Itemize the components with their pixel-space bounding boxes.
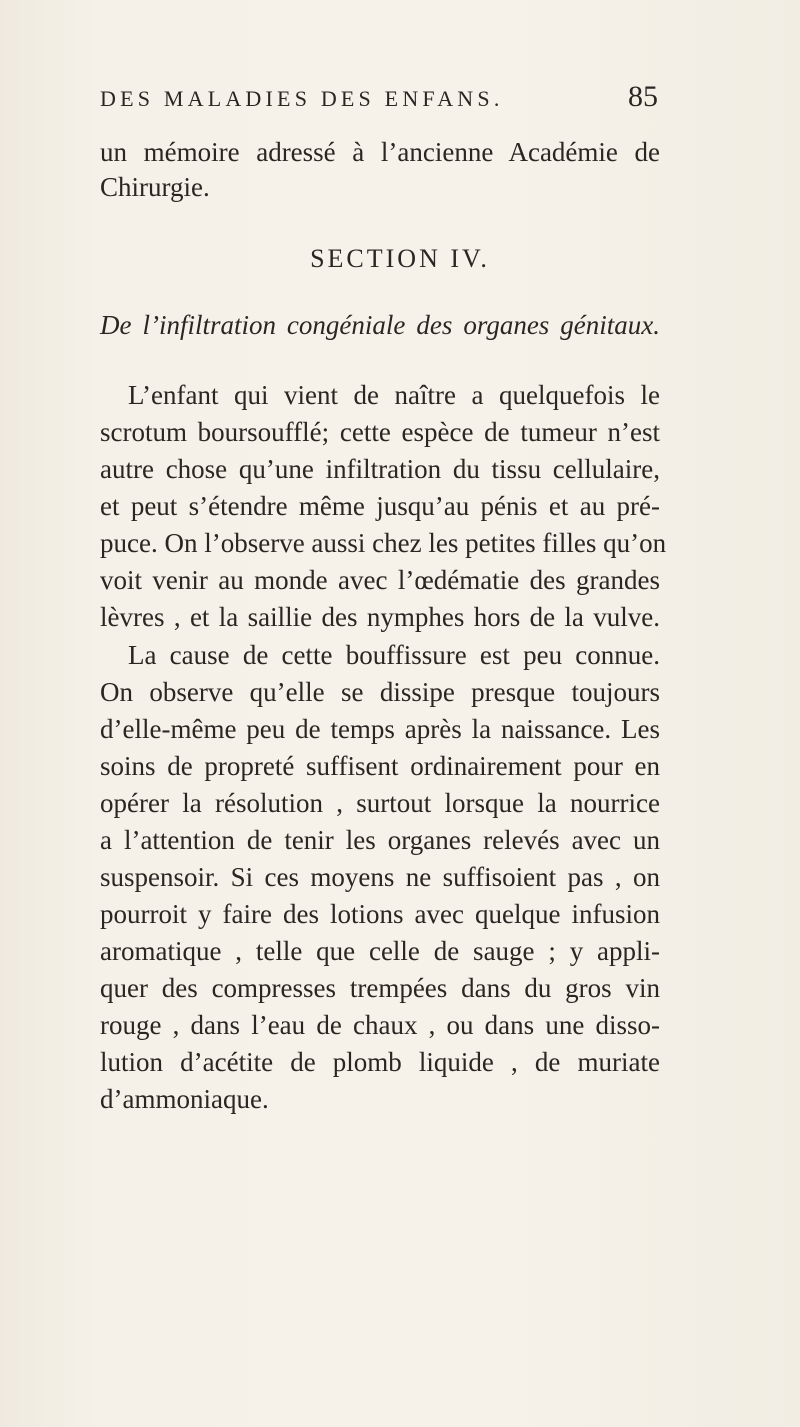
paragraph-line: aromatique , telle que celle de sauge ; y appli- [100, 936, 660, 966]
paragraph-line: pourroit y faire des lotions avec quelque infusion [100, 899, 660, 929]
page-number: 85 [628, 80, 658, 113]
paragraph-line: scrotum boursoufflé; cette espèce de tumeur n’est [100, 417, 660, 447]
paragraph-line: L’enfant qui vient de naître a quelquefois le [128, 380, 660, 410]
paragraph-line: On observe qu’elle se dissipe presque toujours [100, 677, 660, 707]
running-head: DES MALADIES DES ENFANS. [100, 86, 504, 111]
paragraph-line: voit venir au monde avec l’œdématie des grandes [100, 565, 660, 595]
paragraph-line: soins de propreté suffisent ordinairement pour en [100, 751, 660, 781]
section-title: SECTION IV. [310, 244, 490, 273]
section-subtitle: De l’infiltration congéniale des organes génitaux. [100, 310, 660, 340]
paragraph-line: rouge , dans l’eau de chaux , ou dans une disso- [100, 1010, 660, 1040]
paragraph-line: lèvres , et la saillie des nymphes hors de la vulve. [100, 602, 660, 632]
text-line: un mémoire adressé à l’ancienne Académie de [100, 137, 660, 167]
paragraph-line: suspensoir. Si ces moyens ne suffisoient pas , on [100, 862, 660, 892]
paragraph-line: d’elle-même peu de temps après la naissance. Les [100, 714, 660, 744]
text-line: Chirurgie. [100, 172, 210, 202]
paragraph-line: a l’attention de tenir les organes relevés avec un [100, 825, 660, 855]
paragraph-line: La cause de cette bouffissure est peu connue. [128, 640, 660, 670]
page-header [100, 80, 660, 126]
paragraph-line: autre chose qu’une infiltration du tissu cellulaire, [100, 454, 660, 484]
paragraph-line: opérer la résolution , surtout lorsque la nourrice [100, 788, 660, 818]
paragraph-line: d’ammoniaque. [100, 1084, 269, 1114]
paragraph-line: lution d’acétite de plomb liquide , de muriate [100, 1047, 660, 1077]
paragraph-line: et peut s’étendre même jusqu’au pénis et au pré- [100, 491, 660, 521]
paragraph-line: puce. On l’observe aussi chez les petites filles qu’on [100, 528, 667, 558]
paragraph-line: quer des compresses trempées dans du gros vin [100, 973, 660, 1003]
